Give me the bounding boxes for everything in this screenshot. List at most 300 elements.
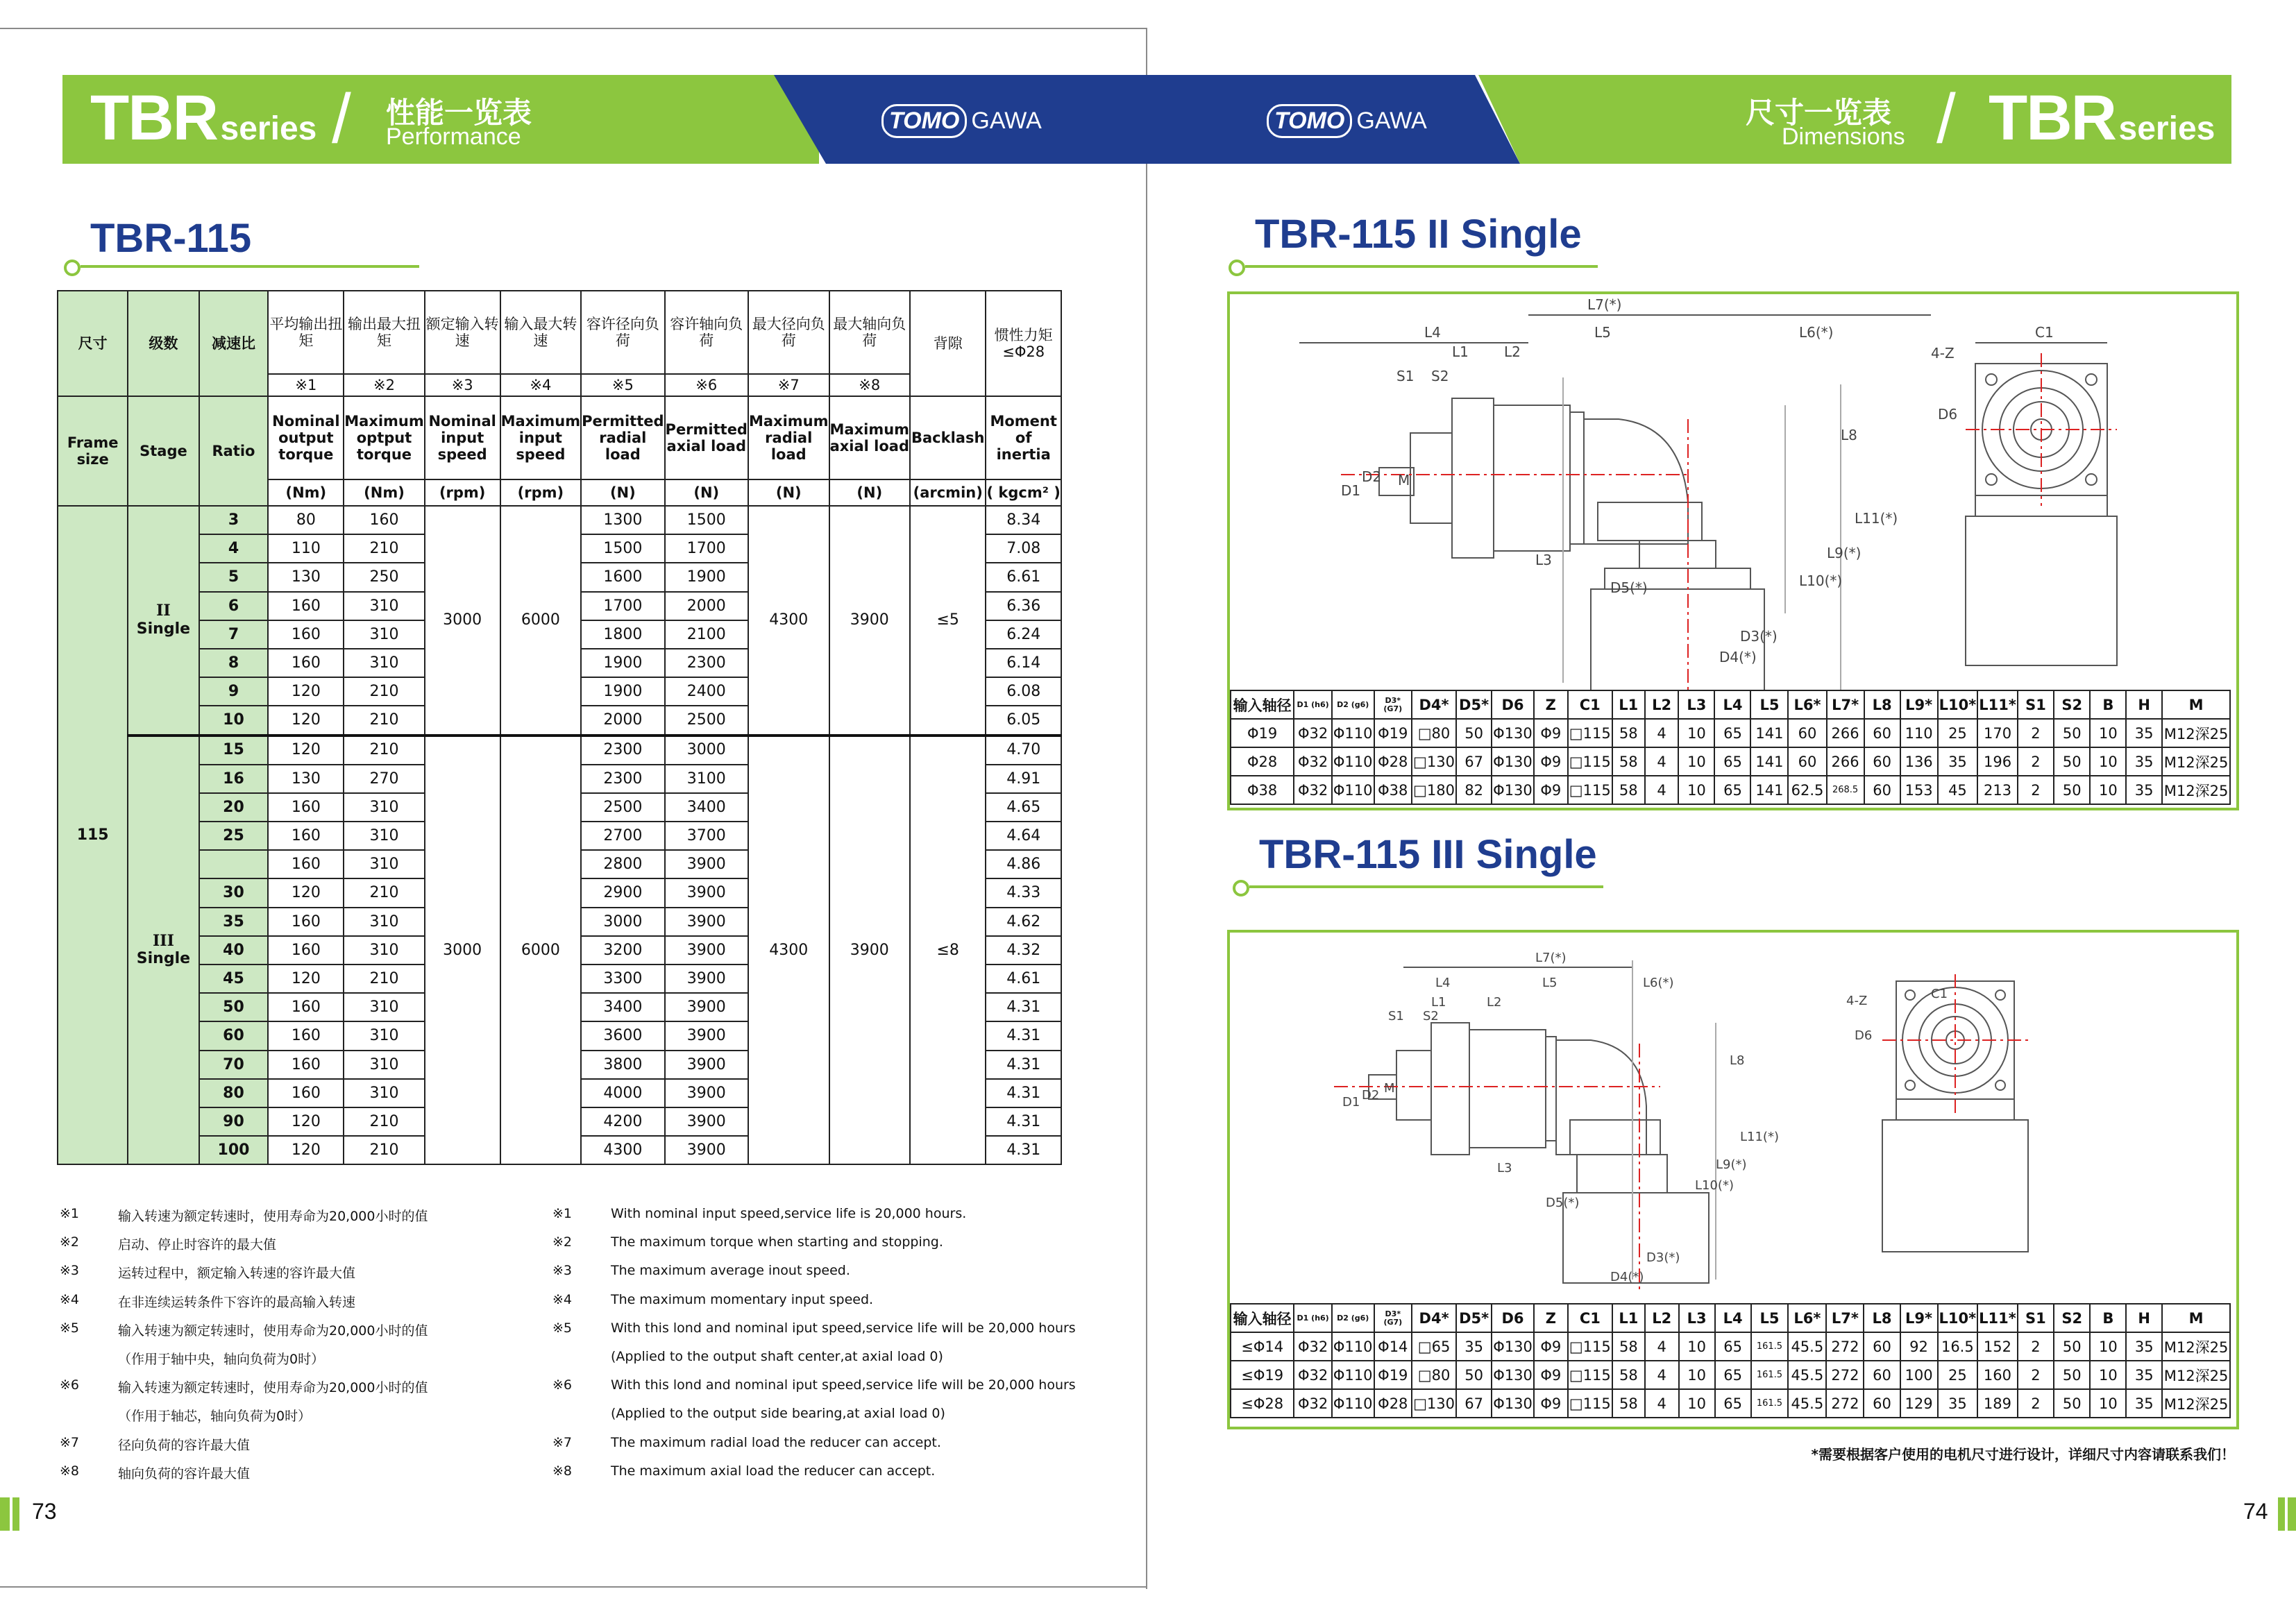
max-torque-cell: 160 <box>344 506 425 534</box>
radial-load-cell: 2500 <box>581 793 664 822</box>
table-cell: 2 <box>2018 719 2054 747</box>
max-torque-cell: 210 <box>344 736 425 765</box>
dim-label-d2: D2 <box>1362 468 1382 485</box>
table-cell: 10 <box>2090 747 2126 776</box>
table-cell: 60 <box>1788 719 1826 747</box>
unit: (N) <box>665 479 748 506</box>
axial-load-cell: 3900 <box>665 1051 748 1079</box>
dimension-table-stage3 <box>1230 1303 2231 1418</box>
table-cell: 58 <box>1612 776 1645 804</box>
table-cell: M12深25 <box>2162 1389 2230 1418</box>
radial-load-cell: 1800 <box>581 620 664 649</box>
table-cell: 50 <box>2054 719 2090 747</box>
head-cn-max-radial: 最大径向负荷 <box>748 291 829 374</box>
table-cell: Φ19 <box>1374 719 1412 747</box>
radial-load-cell: 1500 <box>581 534 664 563</box>
table-cell: Φ28 <box>1374 1389 1412 1418</box>
inertia-cell: 8.34 <box>986 506 1061 534</box>
head-en-inertia: Moment of inertia <box>986 396 1061 479</box>
note-mark: ※1 <box>268 374 344 396</box>
footnote-text: 启动、停止时容许的最大值 <box>118 1237 277 1253</box>
table-row <box>58 736 1061 765</box>
ratio-cell: 4 <box>199 534 269 563</box>
ratio-cell: 9 <box>199 677 269 706</box>
max-torque-cell: 310 <box>344 1079 425 1107</box>
max-torque-cell: 310 <box>344 936 425 965</box>
radial-load-cell: 1300 <box>581 506 664 534</box>
column-header: Z <box>1534 1304 1568 1332</box>
nominal-torque-cell: 160 <box>268 993 344 1021</box>
dim-label-d1: D1 <box>1342 1095 1360 1110</box>
table-cell: □80 <box>1412 719 1456 747</box>
page-divider <box>1146 28 1147 1589</box>
footnote-mark: ※7 <box>60 1434 80 1450</box>
column-header: L3 <box>1679 1304 1715 1332</box>
dim-label-l3: L3 <box>1535 552 1552 568</box>
column-header: L1 <box>1612 690 1645 719</box>
title-underline <box>1245 265 1598 268</box>
footnote-mark: ※7 <box>552 1434 573 1450</box>
dim-label-d4: D4(*) <box>1719 649 1757 665</box>
radial-load-cell: 3800 <box>581 1051 664 1079</box>
table-cell: 272 <box>1826 1361 1864 1389</box>
inertia-cell: 6.05 <box>986 706 1061 735</box>
dim-label-m: M <box>1398 472 1410 488</box>
table-cell: 10 <box>2090 1389 2126 1418</box>
column-header: L9* <box>1900 690 1938 719</box>
table-cell: Φ9 <box>1534 1361 1568 1389</box>
column-header: 输入轴径 <box>1231 690 1294 719</box>
table-cell: Φ9 <box>1534 719 1568 747</box>
series-title-left <box>90 82 316 155</box>
inertia-cell: 7.08 <box>986 534 1061 563</box>
axial-load-cell: 1900 <box>665 563 748 591</box>
table-cell: Φ19 <box>1231 719 1294 747</box>
dim-label-l11: L11(*) <box>1740 1130 1779 1144</box>
table-cell: Φ9 <box>1534 747 1568 776</box>
footnote-text: (Applied to the output side bearing,at axial load 0) <box>611 1406 945 1422</box>
inertia-cell: 6.08 <box>986 677 1061 706</box>
radial-load-cell: 3200 <box>581 936 664 965</box>
table-cell: 50 <box>2054 1361 2090 1389</box>
head-en-input-speed: Nominal input speed <box>425 396 500 479</box>
nominal-torque-cell: 130 <box>268 765 344 793</box>
table-cell: 272 <box>1826 1389 1864 1418</box>
table-cell: □80 <box>1412 1361 1456 1389</box>
head-cn-stage: 级数 <box>128 291 199 396</box>
dim-label-l7: L7(*) <box>1535 951 1567 965</box>
dim-label-d3: D3(*) <box>1646 1250 1680 1265</box>
table-cell: 58 <box>1612 747 1645 776</box>
axial-load-cell: 3900 <box>665 878 748 907</box>
inertia-cell: 4.70 <box>986 736 1061 765</box>
table-cell: 35 <box>2126 719 2162 747</box>
table-cell: 35 <box>1456 1332 1492 1361</box>
ratio-cell: 16 <box>199 765 269 793</box>
footnote-text: The maximum axial load the reducer can accept. <box>611 1463 936 1479</box>
column-header: C1 <box>1568 690 1612 719</box>
table-cell: □115 <box>1568 1389 1612 1418</box>
inertia-cell: 4.31 <box>986 1021 1061 1050</box>
column-header: D3* (G7) <box>1374 1304 1412 1332</box>
dim-label-s2: S2 <box>1431 368 1449 384</box>
ratio-cell: 50 <box>199 993 269 1021</box>
table-cell: 25 <box>1938 719 1978 747</box>
max-input-speed-cell: 6000 <box>500 736 582 1165</box>
dim-label-l4: L4 <box>1435 976 1451 990</box>
title-bullet <box>64 260 81 276</box>
nominal-torque-cell: 120 <box>268 736 344 765</box>
ratio-cell: 20 <box>199 793 269 822</box>
ratio-cell: 5 <box>199 563 269 591</box>
table-cell: 136 <box>1900 747 1938 776</box>
table-header-row <box>1231 690 2230 719</box>
ratio-cell: 3 <box>199 506 269 534</box>
dim-label-l9: L9(*) <box>1827 545 1862 561</box>
table-cell: Φ130 <box>1492 1332 1534 1361</box>
dim-label-l8: L8 <box>1841 427 1857 443</box>
table-cell: ≤Φ19 <box>1231 1361 1294 1389</box>
table-cell: 35 <box>2126 1361 2162 1389</box>
axial-load-cell: 3900 <box>665 993 748 1021</box>
page-marker-left-inner <box>12 1497 19 1531</box>
dim-label-s2: S2 <box>1423 1009 1439 1023</box>
table-cell: 10 <box>1679 1361 1715 1389</box>
footnote-text: (Applied to the output shaft center,at axial load 0) <box>611 1349 943 1364</box>
table-cell: 10 <box>2090 776 2126 804</box>
head-cn-radial-load: 容许径向负荷 <box>581 291 664 374</box>
footer-note: *需要根据客户使用的电机尺寸进行设计，详细尺寸内容请联系我们！ <box>1811 1446 2235 1463</box>
head-en-radial-load: Permitted radial load <box>581 396 664 479</box>
table-cell: 50 <box>2054 747 2090 776</box>
table-cell: Φ130 <box>1492 1389 1534 1418</box>
dim-label-4z: 4-Z <box>1931 345 1955 362</box>
footnote-text: 径向负荷的容许最大值 <box>118 1437 251 1453</box>
ratio-cell: 40 <box>199 936 269 965</box>
column-header: M <box>2162 690 2230 719</box>
inertia-cell: 6.36 <box>986 592 1061 620</box>
dim-label-l2: L2 <box>1487 995 1502 1010</box>
dim-label-m: M <box>1384 1081 1395 1096</box>
series-title-right <box>1989 82 2215 155</box>
technical-drawing-stage2 <box>1230 294 2231 690</box>
inertia-cell: 4.64 <box>986 822 1061 850</box>
nominal-torque-cell: 120 <box>268 878 344 907</box>
dim-label-l3: L3 <box>1497 1161 1512 1175</box>
axial-load-cell: 3900 <box>665 1079 748 1107</box>
nominal-torque-cell: 160 <box>268 592 344 620</box>
table-cell: 10 <box>1679 1332 1715 1361</box>
axial-load-cell: 3900 <box>665 850 748 878</box>
footnote-mark: ※4 <box>60 1291 80 1307</box>
table-cell: 50 <box>1456 1361 1492 1389</box>
brand-logo-left <box>881 104 1042 138</box>
nominal-torque-cell: 120 <box>268 706 344 735</box>
column-header: D4* <box>1412 690 1456 719</box>
inertia-cell: 6.61 <box>986 563 1061 591</box>
table-row <box>1231 1389 2230 1418</box>
column-header: L5 <box>1751 1304 1789 1332</box>
ratio-cell: 80 <box>199 1079 269 1107</box>
nominal-torque-cell: 80 <box>268 506 344 534</box>
max-torque-cell: 210 <box>344 706 425 735</box>
footnote-mark: ※8 <box>552 1463 573 1479</box>
table-cell: 10 <box>2090 719 2126 747</box>
nominal-torque-cell: 120 <box>268 677 344 706</box>
unit: (N) <box>829 479 911 506</box>
table-row <box>1231 1361 2230 1389</box>
footnote-mark: ※6 <box>60 1377 80 1393</box>
dim-label-l6: L6(*) <box>1799 324 1834 341</box>
ratio-cell: 6 <box>199 592 269 620</box>
table-cell: Φ9 <box>1534 1332 1568 1361</box>
table-cell: 268.5 <box>1827 776 1864 804</box>
unit: (Nm) <box>268 479 344 506</box>
stage-cell <box>128 736 199 1165</box>
section-title-stage2: TBR-115 II Single <box>1255 212 1582 257</box>
inertia-cell: 4.91 <box>986 765 1061 793</box>
dim-label-d1: D1 <box>1341 482 1361 499</box>
max-torque-cell: 310 <box>344 620 425 649</box>
radial-load-cell: 1900 <box>581 677 664 706</box>
max-torque-cell: 310 <box>344 592 425 620</box>
inertia-cell: 4.86 <box>986 850 1061 878</box>
title-separator: / <box>1936 80 1956 158</box>
head-cn-nominal-torque: 平均输出扭矩 <box>268 291 344 374</box>
performance-title-en: Performance <box>386 124 521 150</box>
brand-mark: TOMO <box>881 104 967 138</box>
table-cell: 67 <box>1456 1389 1492 1418</box>
dim-label-c1: C1 <box>1931 987 1948 1001</box>
table-cell: 67 <box>1456 747 1492 776</box>
table-cell: 65 <box>1714 719 1750 747</box>
inertia-cell: 4.31 <box>986 1051 1061 1079</box>
table-cell: 4 <box>1645 747 1679 776</box>
table-cell: Φ32 <box>1294 1332 1332 1361</box>
table-cell: 129 <box>1900 1389 1938 1418</box>
table-cell: 58 <box>1612 1389 1645 1418</box>
table-cell: Φ32 <box>1294 1361 1332 1389</box>
footnote-mark: ※2 <box>552 1234 573 1250</box>
table-cell: □130 <box>1412 1389 1456 1418</box>
axial-load-cell: 2000 <box>665 592 748 620</box>
max-torque-cell: 210 <box>344 677 425 706</box>
table-cell: □115 <box>1568 1361 1612 1389</box>
ratio-cell: 15 <box>199 736 269 765</box>
column-header: L3 <box>1678 690 1714 719</box>
axial-load-cell: 2300 <box>665 649 748 677</box>
table-cell: 10 <box>1678 776 1714 804</box>
max-torque-cell: 210 <box>344 1136 425 1164</box>
axial-load-cell: 2400 <box>665 677 748 706</box>
max-torque-cell: 210 <box>344 965 425 993</box>
max-torque-cell: 310 <box>344 822 425 850</box>
axial-load-cell: 1500 <box>665 506 748 534</box>
column-header: D3* (G7) <box>1374 690 1412 719</box>
column-header: H <box>2126 690 2162 719</box>
footnote-text: 输入转速为额定转速时，使用寿命为20,000小时的值 <box>118 1380 428 1396</box>
column-header: S1 <box>2018 1304 2054 1332</box>
table-cell: 4 <box>1645 1389 1679 1418</box>
table-cell: 2 <box>2018 776 2054 804</box>
column-header: Z <box>1534 690 1568 719</box>
table-cell: M12深25 <box>2162 747 2230 776</box>
table-cell: 35 <box>1938 747 1978 776</box>
table-cell: 266 <box>1827 747 1864 776</box>
ratio-cell <box>199 850 269 878</box>
note-mark: ※4 <box>500 374 582 396</box>
head-cn-inertia: 惯性力矩≤Φ28 <box>986 291 1061 396</box>
input-speed-cell: 3000 <box>425 506 500 736</box>
ratio-cell: 100 <box>199 1136 269 1164</box>
brand-text: GAWA <box>971 108 1042 134</box>
dim-label-l1: L1 <box>1452 343 1469 360</box>
table-cell: 160 <box>1977 1361 2018 1389</box>
table-cell: □65 <box>1412 1332 1456 1361</box>
stage-cell <box>128 506 199 736</box>
note-mark: ※7 <box>748 374 829 396</box>
performance-table <box>57 290 1062 1165</box>
dim-label-l11: L11(*) <box>1855 510 1898 527</box>
dimensions-title-cn: 尺寸一览表 <box>1746 96 1892 130</box>
column-header: L7* <box>1826 1304 1864 1332</box>
table-cell: Φ110 <box>1332 719 1374 747</box>
table-cell: □180 <box>1412 776 1456 804</box>
table-cell: Φ28 <box>1374 747 1412 776</box>
table-cell: Φ32 <box>1294 1389 1332 1418</box>
inertia-cell: 4.32 <box>986 936 1061 965</box>
table-cell: 161.5 <box>1751 1389 1789 1418</box>
nominal-torque-cell: 120 <box>268 1136 344 1164</box>
axial-load-cell: 3900 <box>665 965 748 993</box>
table-row <box>58 506 1061 534</box>
table-cell: 35 <box>2126 776 2162 804</box>
column-header: D2 (g6) <box>1332 690 1374 719</box>
table-cell: 2 <box>2018 1389 2054 1418</box>
table-cell: Φ14 <box>1374 1332 1412 1361</box>
column-header: L8 <box>1864 1304 1900 1332</box>
axial-load-cell: 3700 <box>665 822 748 850</box>
table-cell: M12深25 <box>2162 776 2230 804</box>
brand-logo-right <box>1267 104 1427 138</box>
table-cell: 189 <box>1977 1389 2018 1418</box>
table-cell: Φ28 <box>1231 747 1294 776</box>
max-torque-cell: 310 <box>344 793 425 822</box>
dim-label-l2: L2 <box>1504 343 1521 360</box>
ratio-cell: 7 <box>199 620 269 649</box>
column-header: L8 <box>1864 690 1900 719</box>
footnote-mark: ※5 <box>552 1320 573 1336</box>
column-header: 输入轴径 <box>1231 1304 1294 1332</box>
axial-load-cell: 1700 <box>665 534 748 563</box>
footnote-text: The maximum momentary input speed. <box>611 1291 874 1307</box>
max-torque-cell: 270 <box>344 765 425 793</box>
dim-label-4z: 4-Z <box>1846 994 1868 1008</box>
table-row <box>1231 776 2230 804</box>
head-en-ratio: Ratio <box>199 396 269 506</box>
nominal-torque-cell: 120 <box>268 965 344 993</box>
axial-load-cell: 3900 <box>665 936 748 965</box>
model-title: TBR-115 <box>90 216 252 261</box>
table-cell: 4 <box>1645 719 1679 747</box>
table-cell: 58 <box>1612 719 1645 747</box>
dim-label-l4: L4 <box>1424 324 1441 341</box>
table-cell: 50 <box>2054 1389 2090 1418</box>
table-cell: 110 <box>1900 719 1938 747</box>
unit: (arcmin) <box>910 479 986 506</box>
head-cn-axial-load: 容许轴向负荷 <box>665 291 748 374</box>
dim-label-l10: L10(*) <box>1799 572 1843 589</box>
dim-label-d6: D6 <box>1855 1028 1873 1043</box>
table-cell: 45.5 <box>1788 1332 1826 1361</box>
inertia-cell: 4.33 <box>986 878 1061 907</box>
footnote-mark: ※2 <box>60 1234 80 1250</box>
max-torque-cell: 210 <box>344 878 425 907</box>
max-torque-cell: 250 <box>344 563 425 591</box>
ratio-cell: 10 <box>199 706 269 735</box>
table-cell: 60 <box>1864 1389 1900 1418</box>
column-header: L7* <box>1827 690 1864 719</box>
table-cell: 10 <box>1679 1389 1715 1418</box>
table-cell: 272 <box>1826 1332 1864 1361</box>
footnote-text: With this lond and nominal iput speed,service life will be 20,000 hours <box>611 1377 1076 1393</box>
inertia-cell: 4.31 <box>986 1107 1061 1136</box>
column-header: H <box>2126 1304 2162 1332</box>
dim-label-d5: D5(*) <box>1610 579 1648 596</box>
max-torque-cell: 310 <box>344 1051 425 1079</box>
axial-load-cell: 3900 <box>665 1107 748 1136</box>
technical-drawing-stage3 <box>1230 933 2231 1300</box>
footnote-text: With nominal input speed,service life is 20,000 hours. <box>611 1206 967 1221</box>
note-mark: ※5 <box>581 374 664 396</box>
head-cn-backlash: 背隙 <box>910 291 986 396</box>
max-torque-cell: 310 <box>344 850 425 878</box>
column-header: D2 (g6) <box>1332 1304 1374 1332</box>
column-header: D6 <box>1492 1304 1534 1332</box>
stage-label: Single <box>136 950 191 968</box>
nominal-torque-cell: 160 <box>268 1021 344 1050</box>
nominal-torque-cell: 160 <box>268 822 344 850</box>
table-cell: □115 <box>1568 747 1612 776</box>
table-cell: 65 <box>1715 1332 1751 1361</box>
backlash-cell: ≤8 <box>910 736 986 1165</box>
column-header: L10* <box>1938 690 1978 719</box>
dimension-table-stage2 <box>1230 690 2231 805</box>
table-cell: 45 <box>1938 776 1978 804</box>
axial-load-cell: 3900 <box>665 908 748 936</box>
table-row <box>1231 747 2230 776</box>
table-cell: 65 <box>1715 1361 1751 1389</box>
axial-load-cell: 2100 <box>665 620 748 649</box>
footnote-mark: ※5 <box>60 1320 80 1336</box>
dim-label-l7: L7(*) <box>1587 296 1622 313</box>
max-torque-cell: 310 <box>344 1021 425 1050</box>
footnote-text: The maximum radial load the reducer can accept. <box>611 1434 941 1450</box>
table-cell: 60 <box>1864 719 1900 747</box>
radial-load-cell: 4000 <box>581 1079 664 1107</box>
column-header: D1 (h6) <box>1294 690 1332 719</box>
unit: (Nm) <box>344 479 425 506</box>
table-cell: ≤Φ14 <box>1231 1332 1294 1361</box>
radial-load-cell: 4300 <box>581 1136 664 1164</box>
table-cell: 35 <box>2126 747 2162 776</box>
inertia-cell: 4.31 <box>986 1136 1061 1164</box>
inertia-cell: 4.61 <box>986 965 1061 993</box>
table-cell: 50 <box>1456 719 1492 747</box>
table-header-row <box>1231 1304 2230 1332</box>
table-cell: 58 <box>1612 1332 1645 1361</box>
dim-label-l1: L1 <box>1431 995 1446 1010</box>
